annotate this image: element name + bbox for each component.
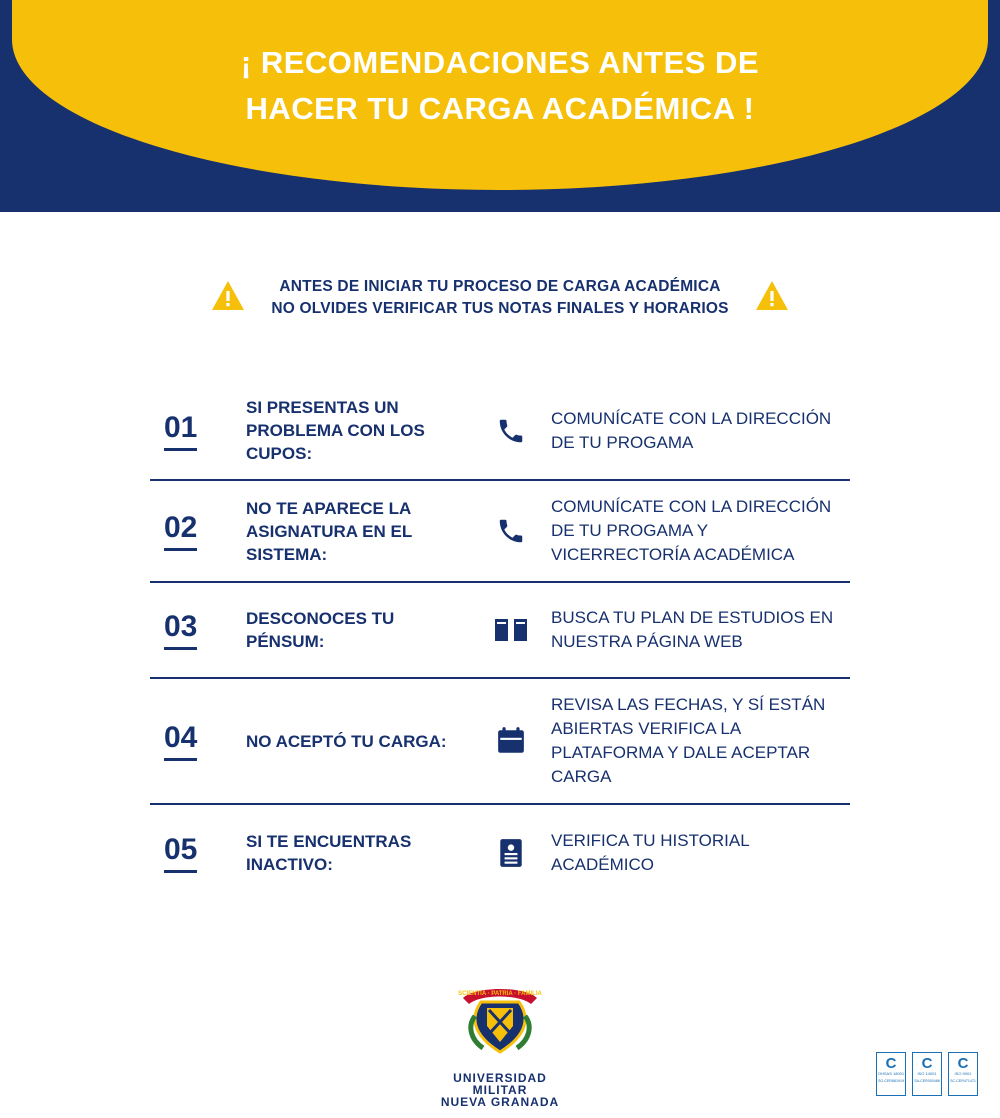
list-item — [150, 382, 850, 481]
item-action: COMUNÍCATE CON LA DIRECCIÓN DE TU PROGAMA Y VICERRECTORÍA ACADÉMICA — [551, 497, 832, 564]
cert-standard: ISO 9001 — [954, 1071, 972, 1076]
item-number — [150, 610, 246, 650]
cert-mark: C — [921, 1055, 933, 1072]
item-number-text: 04 — [164, 721, 197, 761]
cert-mark: C — [885, 1055, 897, 1072]
item-label: DESCONOCES TU PÉNSUM: — [246, 609, 395, 651]
warning-banner — [0, 276, 1000, 320]
item-action: REVISA LAS FECHAS, Y SÍ ESTÁN ABIERTAS VERIFICA LA PLATAFORMA Y DALE ACEPTAR CARGA — [551, 695, 826, 786]
calendar-icon — [471, 726, 551, 756]
page-title-line-1: ¡ RECOMENDACIONES ANTES DE — [240, 45, 760, 80]
cert-mark: C — [957, 1055, 969, 1072]
item-label: NO TE APARECE LA ASIGNATURA EN EL SISTEMA: — [246, 498, 412, 564]
iso-9001-cert-icon — [948, 1052, 978, 1096]
page-title-line-2: HACER TU CARGA ACADÉMICA ! — [245, 91, 755, 126]
warning-line-1: ANTES DE INICIAR TU PROCESO DE CARGA ACADÉMICA — [279, 278, 721, 295]
item-label: SI TE ENCUENTRAS INACTIVO: — [246, 832, 412, 874]
item-action: BUSCA TU PLAN DE ESTUDIOS EN NUESTRA PÁGINA WEB — [551, 608, 834, 651]
crest-caption — [430, 1072, 570, 1108]
cert-code: SA-CER000486 — [914, 1079, 940, 1083]
university-crest — [430, 982, 570, 1108]
item-number-text: 02 — [164, 511, 197, 551]
item-number-text: 03 — [164, 610, 197, 650]
warning-line-2: NO OLVIDES VERIFICAR TUS NOTAS FINALES Y HORARIOS — [271, 300, 729, 317]
university-name-line-1: UNIVERSIDAD MILITAR — [453, 1071, 547, 1097]
item-label: NO ACEPTÓ TU CARGA: — [246, 731, 447, 751]
university-name-line-2: NUEVA GRANADA — [440, 1095, 560, 1109]
svg-text:SCIENTIA · PATRIA · FAMILIA: SCIENTIA · PATRIA · FAMILIA — [458, 991, 542, 997]
warning-text — [271, 276, 728, 320]
list-item — [150, 679, 850, 805]
university-crest-icon — [445, 982, 555, 1064]
warning-triangle-icon — [211, 280, 245, 317]
phone-icon — [471, 416, 551, 446]
list-item — [150, 805, 850, 901]
item-number — [150, 833, 246, 873]
record-card-icon — [471, 838, 551, 868]
recommendations-list — [150, 382, 850, 901]
item-number — [150, 721, 246, 761]
item-number — [150, 511, 246, 551]
item-label: SI PRESENTAS UN PROBLEMA CON LOS CUPOS: — [246, 398, 425, 463]
cert-code: SG-CER881919 — [878, 1079, 904, 1083]
list-item — [150, 583, 850, 679]
item-number-text: 01 — [164, 411, 197, 451]
book-icon — [471, 616, 551, 644]
cert-standard: OHSAS 18001 — [877, 1071, 905, 1076]
certification-badges — [876, 1052, 978, 1096]
item-number-text: 05 — [164, 833, 197, 873]
item-action: COMUNÍCATE CON LA DIRECCIÓN DE TU PROGAMA — [551, 408, 832, 452]
iso-14001-cert-icon — [912, 1052, 942, 1096]
list-item — [150, 481, 850, 583]
item-action: VERIFICA TU HISTORIAL ACADÉMICO — [551, 831, 750, 874]
item-number — [150, 411, 246, 451]
warning-triangle-icon-right — [755, 280, 789, 317]
page-title — [0, 40, 1000, 132]
cert-standard: ISO 14001 — [917, 1071, 937, 1076]
cert-code: SC-CER471471 — [950, 1079, 976, 1083]
phone-icon — [471, 516, 551, 546]
ohsas-18001-cert-icon — [876, 1052, 906, 1096]
